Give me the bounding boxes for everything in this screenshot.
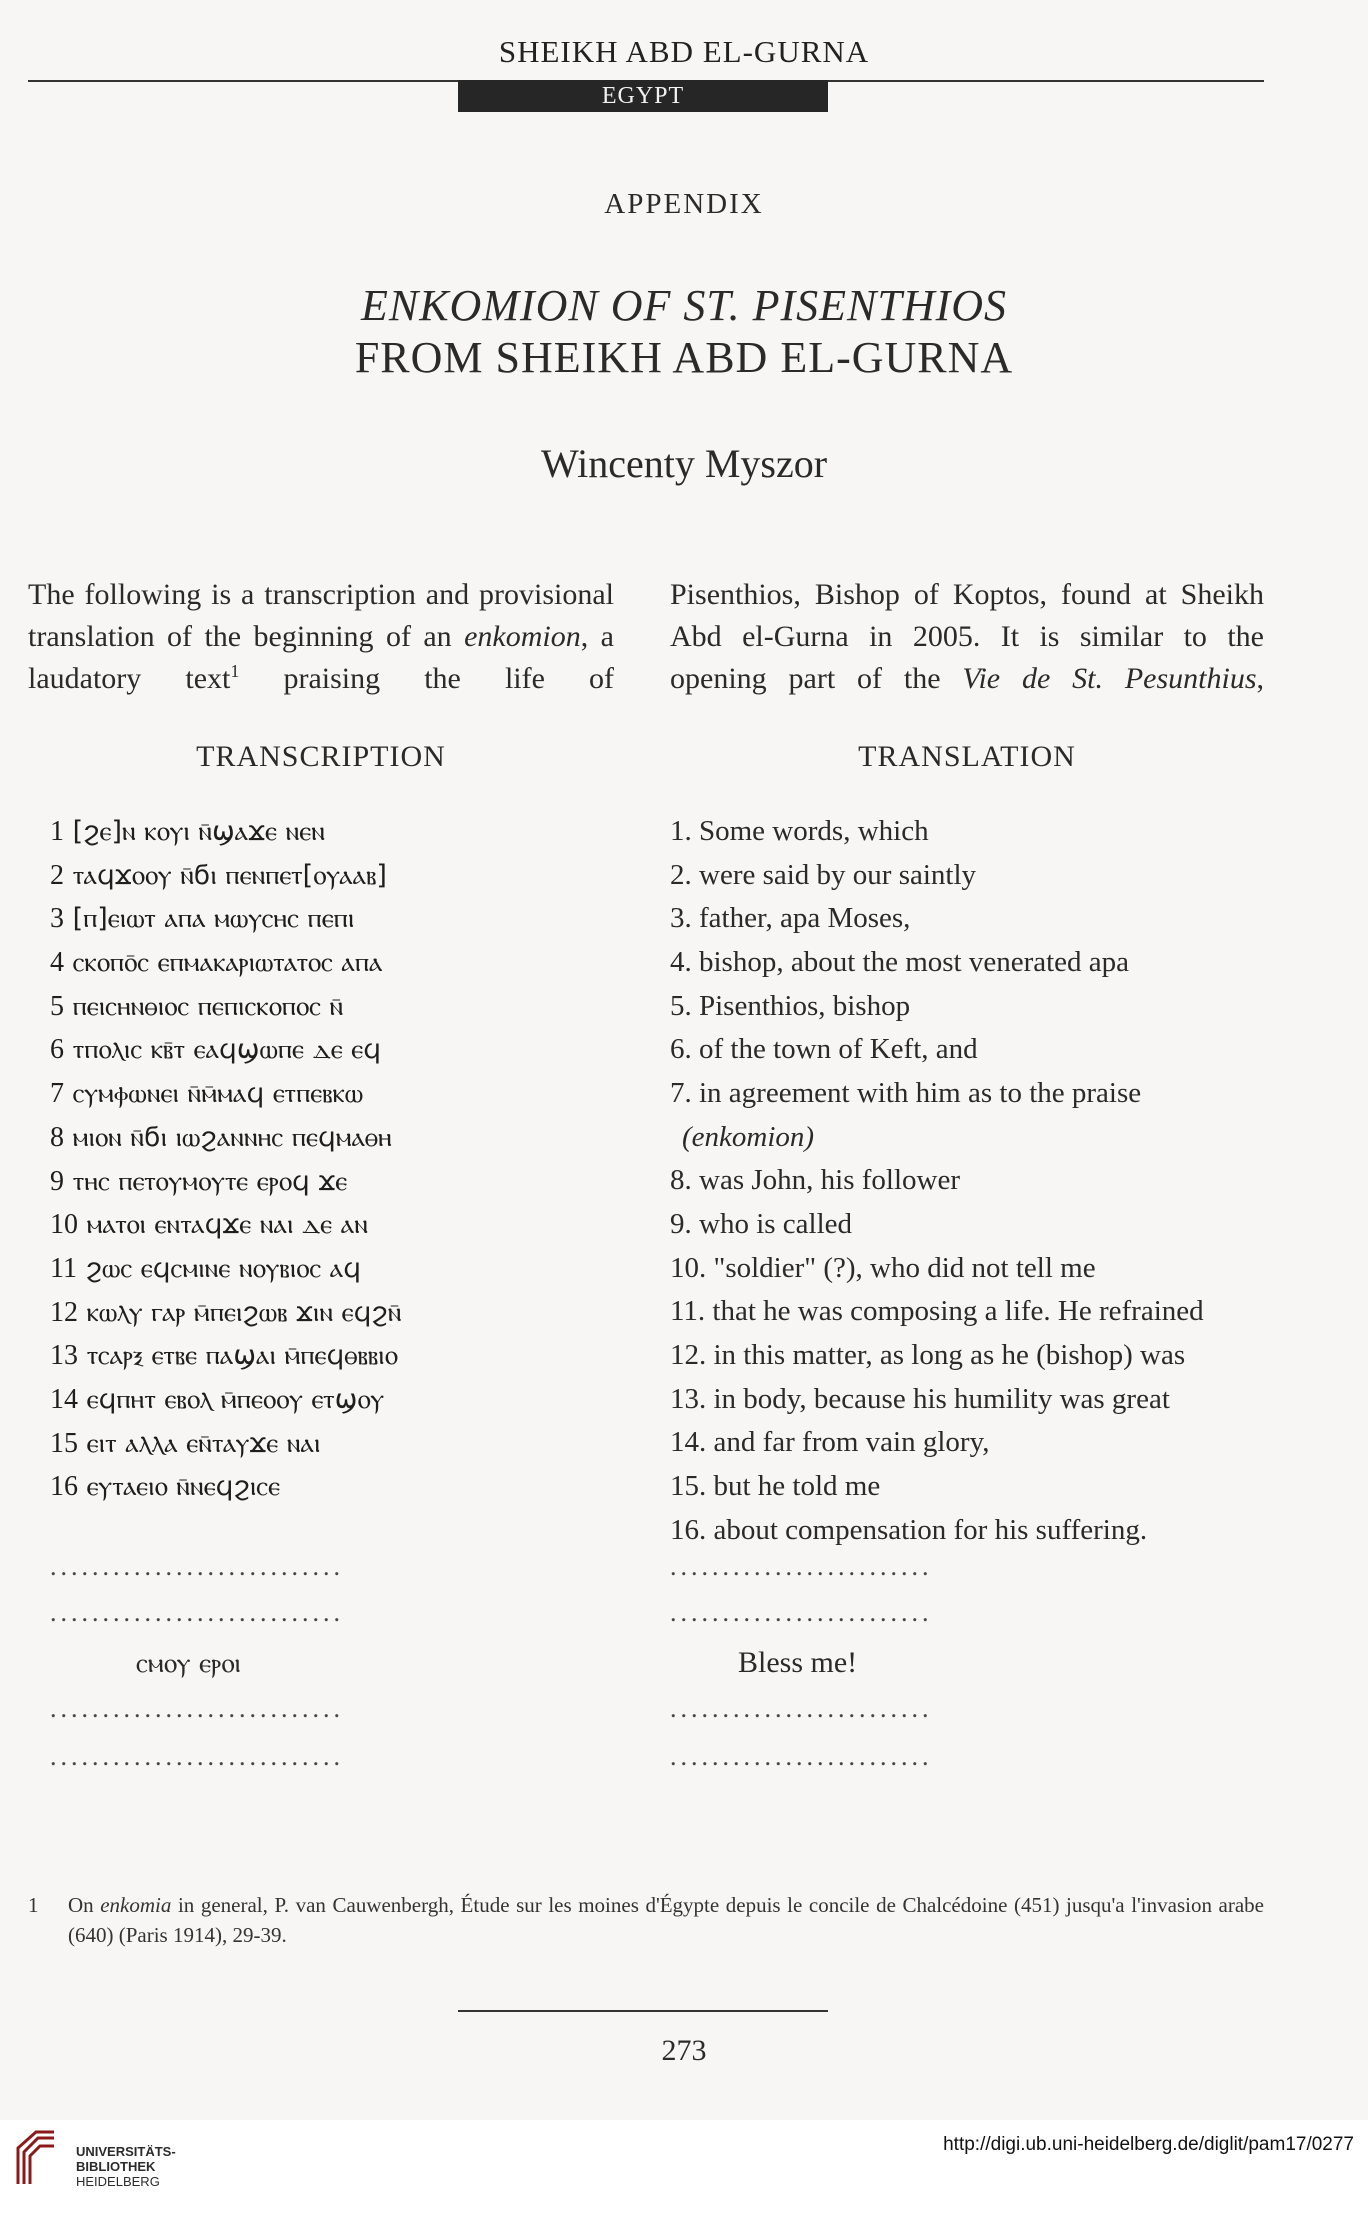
intro-paragraph-right: [670, 574, 1264, 700]
transcription-line: 11 ϩⲱⲥ ⲉϥⲥⲙⲓⲛⲉ ⲛⲟⲩⲃⲓⲟⲥ ⲁϥ: [50, 1252, 362, 1284]
transcription-line: 1 [ϩⲉ]ⲛ ⲕⲟⲩⲓ ⲛ̄ϣⲁϫⲉ ⲛⲉⲛ: [50, 816, 325, 847]
footnote: 1 On enkomia in general, P. van Cauwenbergh, Étude sur les moines d'Égypte depuis le concile de Chalcédoine (451) jusqu'a l'invasion arabe (640) (Paris 1914), 29-39.: [28, 1890, 1264, 1950]
transcription-line: 12 ⲕⲱⲗⲩ ⲅⲁⲣ ⲙ̄ⲡⲉⲓϩⲱⲃ ϫⲓⲛ ⲉϥϩⲛ̄: [50, 1296, 402, 1328]
translation-line-wrapped: [670, 1072, 1264, 1159]
translation-line: 3. father, apa Moses,: [670, 902, 911, 935]
transcription-line: 16 ⲉⲩⲧⲁⲉⲓⲟ ⲛ̄ⲛⲉϥϩⲓⲥⲉ: [50, 1471, 281, 1503]
footnote-number: 1: [28, 1893, 39, 1917]
intro-italic-title: Vie de St. Pesunthius: [962, 662, 1257, 695]
intro-paragraph-left: [28, 574, 614, 700]
lacuna-dots: ............................: [50, 1742, 344, 1771]
transcription-line: 2 ⲧⲁϥϫⲟⲟⲩ ⲛ̄ϭⲓ ⲡⲉⲛⲡⲉⲧ[ⲟⲩⲁⲁⲃ]: [50, 859, 387, 891]
article-title-line1: ENKOMION OF ST. PISENTHIOS: [360, 281, 1008, 330]
transcription-line: 8 ⲙⲓⲟⲛ ⲛ̄ϭⲓ ⲓⲱϩⲁⲛⲛⲏⲥ ⲡⲉϥⲙⲁⲑⲏ: [50, 1121, 392, 1153]
lacuna-dots: ............................: [50, 1552, 344, 1581]
running-title: SHEIKH ABD EL-GURNA: [498, 34, 870, 69]
translation-line: 11. that he was composing a life. He refrained: [670, 1295, 1204, 1328]
translation-line: 10. "soldier" (?), who did not tell me: [670, 1251, 1096, 1284]
library-logo-text: UNIVERSITÄTS- BIBLIOTHEK HEIDELBERG: [76, 2144, 176, 2189]
intro-italic-term: enkomion: [464, 620, 581, 653]
translation-line: 1. Some words, which: [670, 815, 929, 847]
lacuna-dots: ............................: [50, 1598, 344, 1627]
translation-closing: Bless me!: [738, 1646, 858, 1679]
transcription-lines: [50, 810, 620, 1509]
intro-text: Pisenthios, Bishop of Koptos, found at Sheikh Abd el-Gurna in 2005. It is similar to the opening part of the: [670, 578, 1264, 695]
translation-line: 7. in agreement with him as to the praise: [670, 1077, 1142, 1110]
lacuna-dots: ............................: [50, 1694, 344, 1723]
transcription-line: 5 ⲡⲉⲓⲥⲏⲛⲑⲓⲟⲥ ⲡⲉⲡⲓⲥⲕⲟⲡⲟⲥ ⲛ̄: [50, 990, 344, 1022]
lacuna-dots: .........................: [670, 1598, 933, 1627]
transcription-line: 14 ⲉϥⲡⲏⲧ ⲉⲃⲟⲗ ⲙ̄ⲡⲉⲟⲟⲩ ⲉⲧϣⲟⲩ: [50, 1383, 385, 1415]
transcription-line: 7 ⲥⲩⲙⲫⲱⲛⲉⲓ ⲛ̄ⲙ̄ⲙⲁϥ ⲉⲧⲡⲉⲃⲕⲱ: [50, 1078, 364, 1110]
translation-line-continuation: (enkomion): [682, 1120, 815, 1153]
appendix-label: APPENDIX: [604, 188, 764, 220]
transcription-line: 15 ⲉⲓⲧ ⲁⲗⲗⲁ ⲉⲛ̄ⲧⲁⲩϫⲉ ⲛⲁⲓ: [50, 1427, 321, 1459]
section-label: EGYPT: [458, 80, 828, 112]
transcription-line: 4 ⲥⲕⲟⲡⲟ̄ⲥ ⲉⲡⲙⲁⲕⲁⲣⲓⲱⲧⲁⲧⲟⲥ ⲁⲡⲁ: [50, 947, 383, 979]
article-author: Wincenty Myszor: [540, 441, 828, 486]
translation-line: 4. bishop, about the most venerated apa: [670, 946, 1130, 979]
page-number-rule: [458, 2010, 828, 2012]
transcription-line: 10 ⲙⲁⲧⲟⲓ ⲉⲛⲧⲁϥϫⲉ ⲛⲁⲓ ⲇⲉ ⲁⲛ: [50, 1209, 368, 1241]
translation-lines: [670, 810, 1264, 1552]
translation-line: 16. about compensation for his suffering.: [670, 1513, 1148, 1546]
library-logo-icon: [14, 2126, 60, 2186]
translation-line: 6. of the town of Keft, and: [670, 1033, 978, 1066]
transcription-line: 3 [ⲡ]ⲉⲓⲱⲧ ⲁⲡⲁ ⲙⲱⲩⲥⲏⲥ ⲡⲉⲡⲓ: [50, 903, 355, 935]
transcription-line: 13 ⲧⲥⲁⲣⲝ ⲉⲧⲃⲉ ⲡⲁϣⲁⲓ ⲙ̄ⲡⲉϥⲑⲃⲃⲓⲟ: [50, 1340, 398, 1372]
lacuna-dots: .........................: [670, 1742, 933, 1771]
translation-line: 13. in body, because his humility was great: [670, 1382, 1170, 1415]
intro-text: ,: [1256, 662, 1265, 695]
translation-line: 9. who is called: [670, 1207, 853, 1240]
translation-line: 2. were said by our saintly: [670, 858, 977, 891]
article-title-line2: FROM SHEIKH ABD EL-GURNA: [354, 333, 1014, 382]
transcription-line: 9 ⲧⲏⲥ ⲡⲉⲧⲟⲩⲙⲟⲩⲧⲉ ⲉⲣⲟϥ ϫⲉ: [50, 1165, 348, 1197]
intro-text: praising the life of: [239, 662, 614, 695]
page-number: 273: [661, 2034, 707, 2067]
lacuna-dots: .........................: [670, 1694, 933, 1723]
footnote-italic: enkomia: [100, 1893, 172, 1917]
intro-text: The following is a transcription and provisional translation of the beginning of an: [28, 578, 614, 653]
source-url-link[interactable]: http://digi.ub.uni-heidelberg.de/diglit/pam17/0277: [943, 2134, 1354, 2155]
footnote-reference: 1: [230, 661, 240, 681]
intro-text: , a laudatory text: [28, 620, 614, 695]
lacuna-dots: .........................: [670, 1552, 933, 1581]
digitization-footer: [0, 2120, 1368, 2215]
transcription-closing: ⲥⲙⲟⲩ ⲉⲣⲟⲓ: [136, 1648, 241, 1679]
translation-line: 14. and far from vain glory,: [670, 1426, 990, 1459]
translation-line: 5. Pisenthios, bishop: [670, 989, 911, 1022]
transcription-line: 6 ⲧⲡⲟⲗⲓⲥ ⲕⲃ̄ⲧ ⲉⲁϥϣⲱⲡⲉ ⲇⲉ ⲉϥ: [50, 1034, 382, 1066]
translation-line: 15. but he told me: [670, 1469, 881, 1502]
translation-heading: TRANSLATION: [858, 740, 1076, 773]
translation-line: 12. in this matter, as long as he (bishop) was: [670, 1338, 1186, 1371]
transcription-heading: TRANSCRIPTION: [196, 740, 446, 773]
translation-line: 8. was John, his follower: [670, 1164, 960, 1197]
